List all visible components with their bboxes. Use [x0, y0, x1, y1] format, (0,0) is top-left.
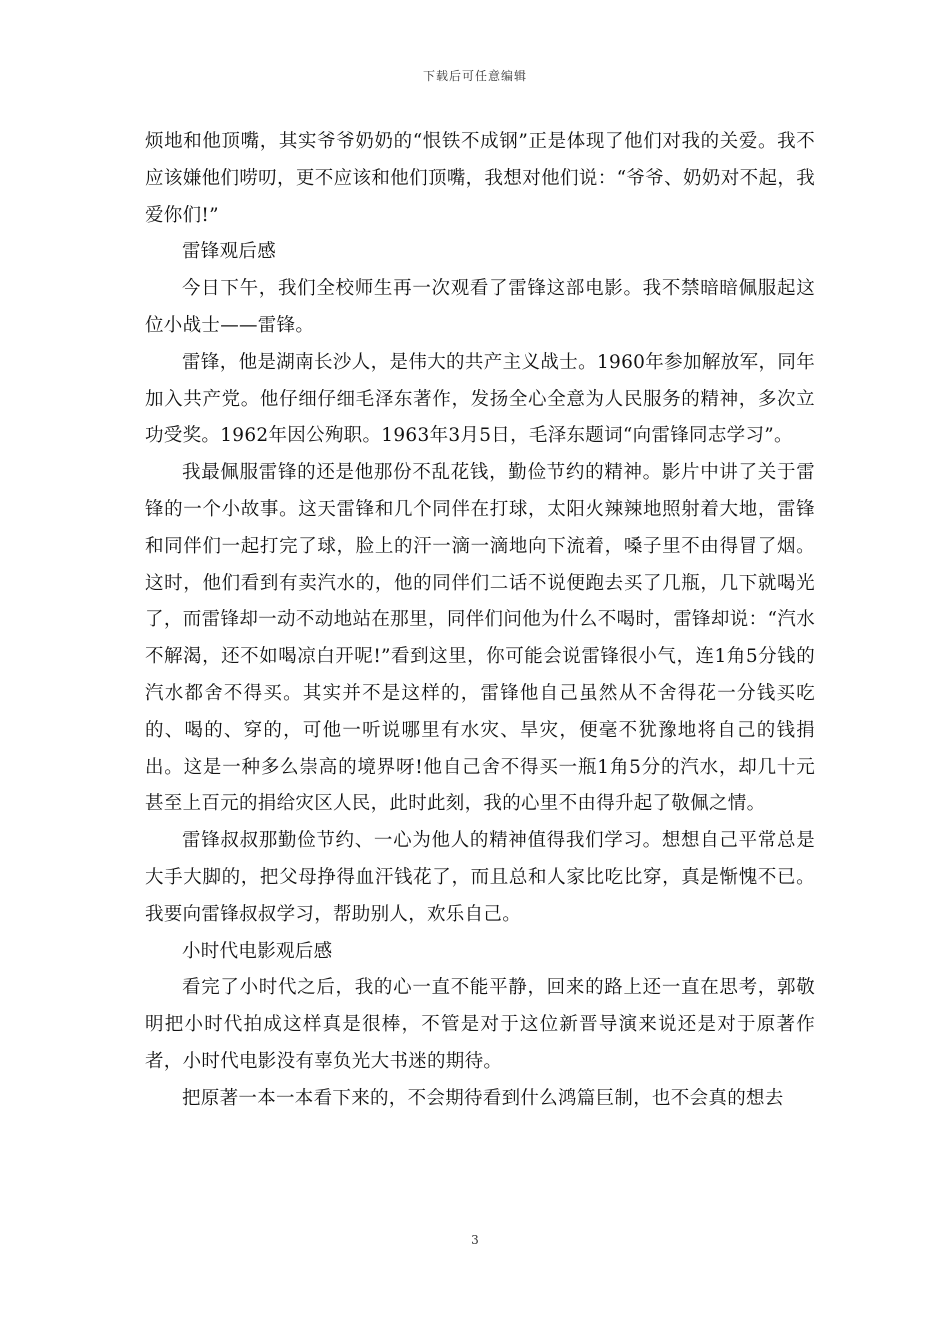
paragraph: 把原著一本一本看下来的，不会期待看到什么鸿篇巨制，也不会真的想去 [182, 1087, 784, 1109]
paragraph: 看完了小时代之后，我的心一直不能平静，回来的路上还一直在思考，郭敬明把小时代拍成这样真是很棒，不管是对于这位新晋导演来说还是对于原著作者，小时代电影没有辜负光大书迷的期待。 [145, 977, 815, 1072]
paragraph: 雷锋，他是湖南长沙人，是伟大的共产主义战士。1960年参加解放军，同年加入共产党。他仔细仔细毛泽东著作，发扬全心全意为人民服务的精神，多次立功受奖。1962年因公殉职。1963年3月5日，毛泽东题词“向雷锋同志学习”。 [145, 351, 815, 447]
document-body [145, 124, 815, 1118]
page-header: 下载后可任意编辑 [422, 69, 527, 83]
page-number: 3 [471, 1233, 479, 1247]
paragraph-continuation: 烦地和他顶嘴，其实爷爷奶奶的“恨铁不成钢”正是体现了他们对我的关爱。我不应该嫌他们唠叨，更不应该和他们顶嘴，我想对他们说：“爷爷、奶奶对不起，我爱你们!” [145, 131, 815, 226]
paragraph: 今日下午，我们全校师生再一次观看了雷锋这部电影。我不禁暗暗佩服起这位小战士——雷锋。 [145, 278, 815, 336]
paragraph: 雷锋叔叔那勤俭节约、一心为他人的精神值得我们学习。想想自己平常总是大手大脚的，把父母挣得血汗钱花了，而且总和人家比吃比穿，真是惭愧不已。我要向雷锋叔叔学习，帮助别人，欢乐自己。 [145, 830, 815, 925]
section-title-leifeng: 雷锋观后感 [182, 241, 277, 263]
section-title-tiny-times: 小时代电影观后感 [182, 940, 333, 962]
paragraph: 我最佩服雷锋的还是他那份不乱花钱，勤俭节约的精神。影片中讲了关于雷锋的一个小故事。这天雷锋和几个同伴在打球，太阳火辣辣地照射着大地，雷锋和同伴们一起打完了球，脸上的汗一滴一滴地向下流着，嗓子里不由得冒了烟。这时，他们看到有卖汽水的，他的同伴们二话不说便跑去买了几瓶，几下就喝光了，而雷锋却一动不动地站在那里，同伴们问他为什么不喝时，雷锋却说：“汽水不解渴，还不如喝凉白开呢!”看到这里，你可能会说雷锋很小气，连1角5分钱的汽水都舍不得买。其实并不是这样的，雷锋他自己虽然从不舍得花一分钱买吃的、喝的、穿的，可他一听说哪里有水灾、旱灾，便毫不犹豫地将自己的钱捐出。这是一种多么崇高的境界呀!他自己舍不得买一瓶1角5分的汽水，却几十元甚至上百元的捐给灾区人民，此时此刻，我的心里不由得升起了敬佩之情。 [145, 462, 815, 815]
